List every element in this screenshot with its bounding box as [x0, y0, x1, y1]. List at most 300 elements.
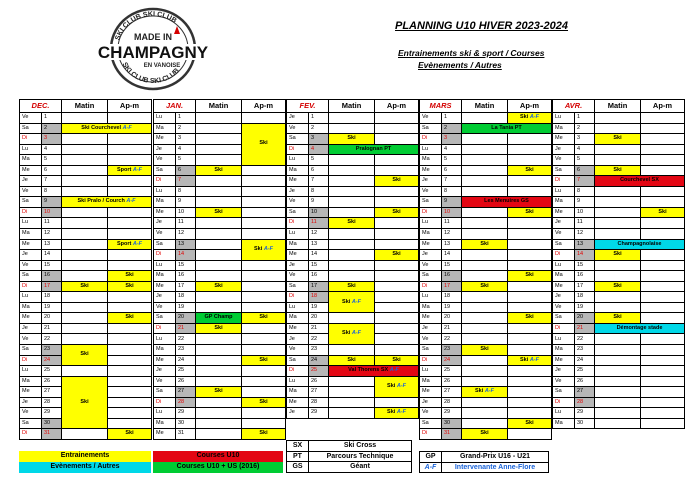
empty-slot — [108, 144, 152, 155]
day-row — [420, 260, 552, 271]
day-row — [420, 176, 552, 187]
day-name: Ma — [553, 418, 575, 429]
activity-cell — [595, 281, 641, 292]
day-name: Ma — [154, 271, 176, 282]
day-name: Sa — [287, 355, 309, 366]
day-number: 10 — [309, 207, 329, 218]
activity-cell — [242, 429, 286, 440]
day-row — [154, 292, 286, 303]
day-name: Sa — [154, 165, 176, 176]
day-row — [20, 155, 152, 166]
day-number: 13 — [575, 239, 595, 250]
empty-slot — [508, 260, 552, 271]
day-row — [420, 165, 552, 176]
day-number: 2 — [309, 123, 329, 134]
day-name: Je — [420, 176, 442, 187]
day-number: 23 — [442, 345, 462, 356]
day-number: 20 — [42, 313, 62, 324]
day-name: Sa — [420, 271, 442, 282]
coach-tag: A-F — [529, 114, 539, 121]
empty-slot — [462, 260, 508, 271]
day-number: 8 — [176, 186, 196, 197]
empty-slot — [242, 165, 286, 176]
abbreviation-label: Grand-Prix U16 - U21 — [442, 452, 549, 463]
activity-label: Ski — [342, 330, 352, 337]
day-number: 3 — [442, 134, 462, 145]
day-number: 23 — [575, 345, 595, 356]
day-name: Di — [553, 397, 575, 408]
day-name: Di — [420, 134, 442, 145]
empty-slot — [108, 186, 152, 197]
activity-label: Ski — [525, 166, 534, 173]
empty-slot — [242, 302, 286, 313]
empty-slot — [641, 250, 685, 261]
day-name: Sa — [20, 418, 42, 429]
day-number: 16 — [42, 271, 62, 282]
activity-cell — [329, 218, 375, 229]
day-number: 16 — [575, 271, 595, 282]
day-row — [420, 144, 552, 155]
day-number: 25 — [575, 366, 595, 377]
day-name: Lu — [420, 218, 442, 229]
empty-slot — [375, 134, 419, 145]
day-name: Di — [553, 176, 575, 187]
empty-slot — [375, 197, 419, 208]
abbreviation-code: A-F — [420, 462, 442, 473]
activity-label: Ski — [125, 430, 134, 437]
abbreviation-row — [420, 452, 549, 463]
empty-slot — [62, 239, 108, 250]
col-matin: Matin — [62, 100, 108, 113]
empty-slot — [508, 292, 552, 303]
activity-cell — [641, 207, 685, 218]
day-name: Me — [420, 387, 442, 398]
day-number: 22 — [309, 334, 329, 345]
activity-label: Ski — [259, 356, 268, 363]
day-number: 3 — [575, 134, 595, 145]
day-row — [287, 292, 419, 303]
day-row — [420, 155, 552, 166]
activity-cell — [62, 197, 152, 208]
coach-tag: A-F — [396, 409, 406, 416]
empty-slot — [508, 408, 552, 419]
day-number: 6 — [442, 165, 462, 176]
day-row — [553, 397, 685, 408]
day-name: Ve — [287, 271, 309, 282]
day-name: Lu — [20, 292, 42, 303]
day-name: Di — [287, 144, 309, 155]
day-name: Ma — [154, 123, 176, 134]
day-number: 19 — [309, 302, 329, 313]
empty-slot — [462, 323, 508, 334]
empty-slot — [242, 207, 286, 218]
day-row — [553, 271, 685, 282]
empty-slot — [108, 155, 152, 166]
day-row — [20, 197, 152, 208]
activity-cell — [108, 239, 152, 250]
day-row — [154, 229, 286, 240]
empty-slot — [641, 418, 685, 429]
abbreviation-label: Géant — [309, 462, 412, 473]
empty-slot — [595, 229, 641, 240]
activity-label: Sport — [116, 166, 133, 173]
day-number: 25 — [42, 366, 62, 377]
coach-tag: A-F — [132, 166, 143, 173]
activity-label: Ski — [125, 272, 134, 279]
coach-tag: A-F — [529, 356, 539, 363]
day-number: 26 — [309, 376, 329, 387]
empty-slot — [595, 355, 641, 366]
coach-tag: A-F — [132, 240, 143, 247]
col-matin: Matin — [462, 100, 508, 113]
day-name: Sa — [154, 387, 176, 398]
activity-cell — [595, 313, 641, 324]
day-name: Je — [553, 144, 575, 155]
day-row — [20, 323, 152, 334]
empty-slot — [462, 418, 508, 429]
empty-slot — [508, 144, 552, 155]
empty-slot — [108, 218, 152, 229]
day-row — [154, 207, 286, 218]
day-row — [154, 186, 286, 197]
day-name: Lu — [20, 366, 42, 377]
day-number: 15 — [309, 260, 329, 271]
activity-cell — [508, 113, 552, 124]
activity-cell — [242, 397, 286, 408]
day-name: Lu — [420, 292, 442, 303]
day-row — [420, 429, 552, 440]
day-row — [420, 250, 552, 261]
day-name: Sa — [553, 165, 575, 176]
empty-slot — [62, 429, 108, 440]
empty-slot — [62, 229, 108, 240]
day-row — [553, 134, 685, 145]
day-row — [287, 197, 419, 208]
day-name: Je — [20, 397, 42, 408]
coach-tag: A-F — [263, 245, 273, 252]
day-number: 9 — [575, 197, 595, 208]
day-row — [553, 418, 685, 429]
empty-slot — [62, 271, 108, 282]
empty-slot — [508, 302, 552, 313]
subtitle-events: Evènements / Autres — [418, 60, 502, 70]
day-row — [420, 323, 552, 334]
day-row — [154, 281, 286, 292]
day-row — [20, 134, 152, 145]
activity-cell — [508, 313, 552, 324]
month-name: JAN. — [154, 100, 196, 113]
day-row — [553, 345, 685, 356]
day-number: 9 — [176, 197, 196, 208]
activity-label: Ski — [214, 166, 223, 173]
day-number: 7 — [575, 176, 595, 187]
day-number: 30 — [42, 418, 62, 429]
empty-slot — [508, 345, 552, 356]
day-name: Lu — [154, 408, 176, 419]
day-number: 21 — [575, 323, 595, 334]
day-number: 27 — [176, 387, 196, 398]
day-number: 4 — [42, 144, 62, 155]
day-row — [420, 397, 552, 408]
day-name: Me — [287, 397, 309, 408]
activity-label: Ski — [347, 282, 356, 289]
day-number: 3 — [176, 134, 196, 145]
day-name: Sa — [553, 239, 575, 250]
activity-label: Ski — [259, 140, 268, 147]
empty-slot — [242, 387, 286, 398]
empty-slot — [462, 250, 508, 261]
activity-label: Ski — [80, 351, 89, 358]
activity-cell — [462, 345, 508, 356]
empty-slot — [641, 144, 685, 155]
day-row — [20, 260, 152, 271]
day-name: Di — [154, 176, 176, 187]
day-number: 15 — [176, 260, 196, 271]
empty-slot — [641, 387, 685, 398]
day-number: 12 — [42, 229, 62, 240]
abbreviation-label: Intervenante Anne-Flore — [442, 462, 549, 473]
day-row — [20, 144, 152, 155]
empty-slot — [508, 323, 552, 334]
day-name: Di — [287, 218, 309, 229]
day-number: 8 — [42, 186, 62, 197]
activity-label: Ski — [613, 251, 622, 258]
empty-slot — [329, 123, 375, 134]
day-number: 16 — [309, 271, 329, 282]
day-number: 29 — [42, 408, 62, 419]
legend-training: Entrainements — [19, 451, 151, 462]
empty-slot — [641, 186, 685, 197]
day-number: 1 — [42, 113, 62, 124]
activity-label: Val Thorens SX — [348, 367, 390, 374]
day-row — [154, 366, 286, 377]
empty-slot — [242, 186, 286, 197]
activity-cell — [329, 366, 419, 377]
day-number: 24 — [442, 355, 462, 366]
day-row — [154, 197, 286, 208]
day-name: Ve — [154, 376, 176, 387]
activity-label: Ski — [259, 430, 268, 437]
empty-slot — [462, 355, 508, 366]
day-row — [20, 123, 152, 134]
day-row — [553, 176, 685, 187]
empty-slot — [508, 376, 552, 387]
day-row — [154, 345, 286, 356]
empty-slot — [641, 355, 685, 366]
activity-cell — [108, 281, 152, 292]
empty-slot — [62, 302, 108, 313]
day-row — [553, 292, 685, 303]
activity-cell — [196, 207, 242, 218]
day-name: Sa — [420, 418, 442, 429]
day-name: Di — [154, 323, 176, 334]
activity-cell — [242, 123, 286, 165]
empty-slot — [508, 218, 552, 229]
day-row — [20, 366, 152, 377]
empty-slot — [108, 113, 152, 124]
day-number: 25 — [309, 366, 329, 377]
empty-slot — [375, 123, 419, 134]
empty-slot — [641, 155, 685, 166]
day-name: Me — [553, 207, 575, 218]
day-name: Ve — [154, 302, 176, 313]
day-row — [20, 376, 152, 387]
day-row — [420, 418, 552, 429]
empty-slot — [196, 113, 242, 124]
day-number: 24 — [42, 355, 62, 366]
day-name: Ve — [154, 155, 176, 166]
day-name: Lu — [154, 186, 176, 197]
svg-text:SKI CLUB SKI CLUB: SKI CLUB SKI CLUB — [120, 61, 181, 86]
empty-slot — [508, 176, 552, 187]
day-name: Je — [420, 323, 442, 334]
empty-slot — [462, 229, 508, 240]
day-number: 28 — [42, 397, 62, 408]
empty-slot — [595, 345, 641, 356]
empty-slot — [595, 366, 641, 377]
empty-slot — [641, 218, 685, 229]
day-name: Ve — [20, 408, 42, 419]
day-number: 16 — [176, 271, 196, 282]
day-number: 2 — [442, 123, 462, 134]
day-name: Je — [154, 366, 176, 377]
day-row — [154, 429, 286, 440]
day-row — [420, 186, 552, 197]
empty-slot — [108, 229, 152, 240]
empty-slot — [108, 334, 152, 345]
empty-slot — [242, 113, 286, 124]
activity-cell — [508, 271, 552, 282]
day-row — [420, 218, 552, 229]
empty-slot — [462, 292, 508, 303]
day-number: 23 — [176, 345, 196, 356]
activity-label: Ski — [520, 356, 530, 363]
activity-label: Ski — [387, 409, 397, 416]
day-row — [154, 218, 286, 229]
empty-slot — [329, 113, 375, 124]
day-name: Sa — [154, 239, 176, 250]
activity-cell — [108, 165, 152, 176]
day-name: Sa — [553, 387, 575, 398]
day-name: Ma — [154, 197, 176, 208]
activity-label: Ski — [475, 388, 485, 395]
empty-slot — [462, 207, 508, 218]
empty-slot — [641, 165, 685, 176]
activity-cell — [508, 165, 552, 176]
day-name: Ma — [154, 418, 176, 429]
day-name: Ve — [553, 302, 575, 313]
day-name: Ve — [420, 113, 442, 124]
day-name: Lu — [553, 334, 575, 345]
day-number: 4 — [309, 144, 329, 155]
day-number: 11 — [575, 218, 595, 229]
day-number: 21 — [442, 323, 462, 334]
day-number: 21 — [42, 323, 62, 334]
day-row — [287, 144, 419, 155]
empty-slot — [641, 334, 685, 345]
empty-slot — [196, 260, 242, 271]
empty-slot — [641, 397, 685, 408]
day-row — [20, 281, 152, 292]
empty-slot — [62, 186, 108, 197]
activity-label: Ski — [525, 314, 534, 321]
day-number: 11 — [42, 218, 62, 229]
empty-slot — [242, 281, 286, 292]
day-row — [553, 186, 685, 197]
day-row — [154, 123, 286, 134]
empty-slot — [329, 239, 375, 250]
day-number: 6 — [176, 165, 196, 176]
activity-cell — [329, 355, 375, 366]
day-row — [287, 239, 419, 250]
day-row — [420, 355, 552, 366]
activity-label: Ski — [259, 398, 268, 405]
activity-label: Ski — [613, 314, 622, 321]
day-name: Je — [20, 323, 42, 334]
day-name: Me — [420, 239, 442, 250]
activity-label: Ski — [392, 356, 401, 363]
day-number: 3 — [309, 134, 329, 145]
empty-slot — [62, 218, 108, 229]
day-row — [20, 229, 152, 240]
empty-slot — [196, 292, 242, 303]
day-number: 18 — [176, 292, 196, 303]
day-number: 12 — [575, 229, 595, 240]
day-number: 19 — [42, 302, 62, 313]
empty-slot — [242, 176, 286, 187]
empty-slot — [329, 197, 375, 208]
day-name: Ma — [553, 197, 575, 208]
day-row — [553, 302, 685, 313]
empty-slot — [462, 376, 508, 387]
empty-slot — [375, 302, 419, 313]
empty-slot — [242, 292, 286, 303]
empty-slot — [595, 376, 641, 387]
day-number: 18 — [442, 292, 462, 303]
empty-slot — [196, 408, 242, 419]
activity-label: Courchevel SX — [620, 177, 659, 184]
activity-cell — [375, 376, 419, 397]
empty-slot — [375, 313, 419, 324]
activity-cell — [595, 134, 641, 145]
empty-slot — [329, 186, 375, 197]
day-number: 24 — [575, 355, 595, 366]
day-name: Me — [553, 281, 575, 292]
activity-label: Ski — [613, 166, 622, 173]
day-row — [553, 323, 685, 334]
day-number: 20 — [176, 313, 196, 324]
day-name: Je — [287, 408, 309, 419]
activity-cell — [329, 144, 419, 155]
day-row — [20, 345, 152, 356]
day-number: 18 — [309, 292, 329, 303]
empty-slot — [595, 397, 641, 408]
day-number: 17 — [442, 281, 462, 292]
day-number: 17 — [176, 281, 196, 292]
empty-slot — [62, 134, 108, 145]
empty-slot — [242, 218, 286, 229]
day-number: 28 — [442, 397, 462, 408]
activity-cell — [196, 323, 242, 334]
empty-slot — [62, 334, 108, 345]
abbreviation-code: PT — [287, 451, 309, 462]
day-name: Lu — [553, 113, 575, 124]
abbreviation-code: GS — [287, 462, 309, 473]
empty-slot — [329, 271, 375, 282]
day-number: 1 — [442, 113, 462, 124]
day-row — [20, 207, 152, 218]
day-name: Ma — [20, 229, 42, 240]
